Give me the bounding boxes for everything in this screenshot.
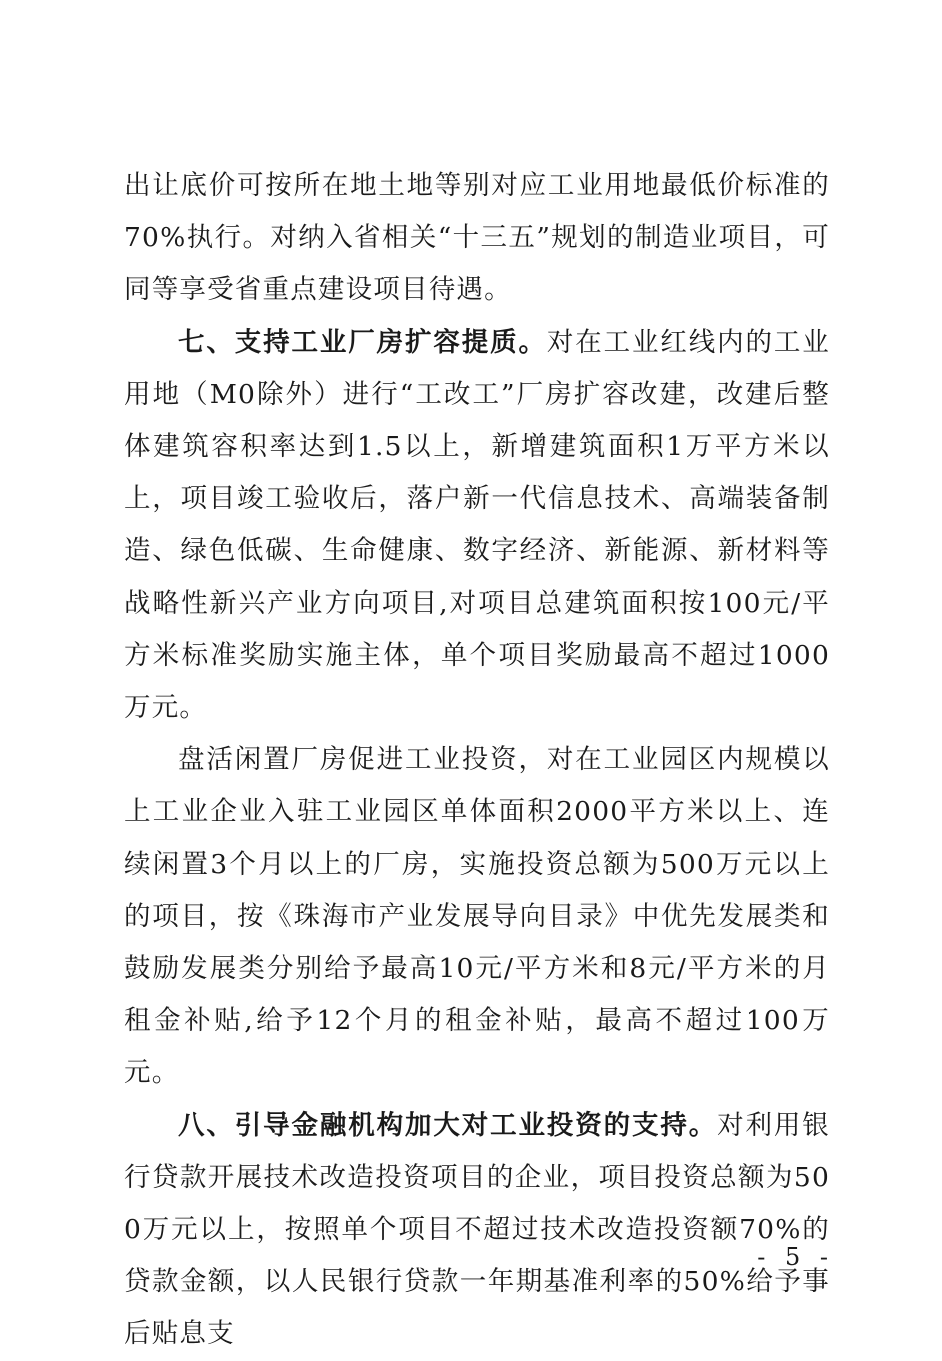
paragraph-text: 对在工业红线内的工业用地（M0除外）进行“工改工”厂房扩容改建，改建后整体建筑容积率达到1.5以上，新增建筑面积1万平方米以上，项目竣工验收后，落户新一代信息技术、高端装备制造、绿色低碳、生命健康、数字经济、新能源、新材料等战略性新兴产业方向项目,对项目总建筑面积按100元/平方米标准奖励实施主体，单个项目奖励最高不超过1000万元。	[124, 326, 830, 724]
paragraph-text: 对利用银行贷款开展技术改造投资项目的企业，项目投资总额为500万元以上，按照单个项目不超过技术改造投资额70%的贷款金额，以人民银行贷款一年期基准利率的50%给予事后贴息支	[124, 1109, 830, 1350]
section-heading-7: 七、支持工业厂房扩容提质。	[178, 326, 547, 358]
paragraph-land-price-continuation	[124, 160, 830, 317]
paragraph-text: 盘活闲置厂房促进工业投资，对在工业园区内规模以上工业企业入驻工业园区单体面积2000平方米以上、连续闲置3个月以上的厂房，实施投资总额为500万元以上的项目，按《珠海市产业发展导向目录》中优先发展类和鼓励发展类分别给予最高10元/平方米和8元/平方米的月租金补贴,给予12个月的租金补贴，最高不超过100万元。	[124, 744, 830, 1089]
section-heading-8: 八、引导金融机构加大对工业投资的支持。	[178, 1109, 718, 1141]
document-body	[124, 160, 830, 1361]
page-number: - 5 -	[757, 1243, 834, 1271]
paragraph-section-7	[124, 317, 830, 735]
paragraph-section-8	[124, 1100, 830, 1361]
paragraph-idle-factory	[124, 734, 830, 1099]
paragraph-text: 出让底价可按所在地土地等别对应工业用地最低价标准的70%执行。对纳入省相关“十三五”规划的制造业项目，可同等享受省重点建设项目待遇。	[124, 170, 830, 306]
